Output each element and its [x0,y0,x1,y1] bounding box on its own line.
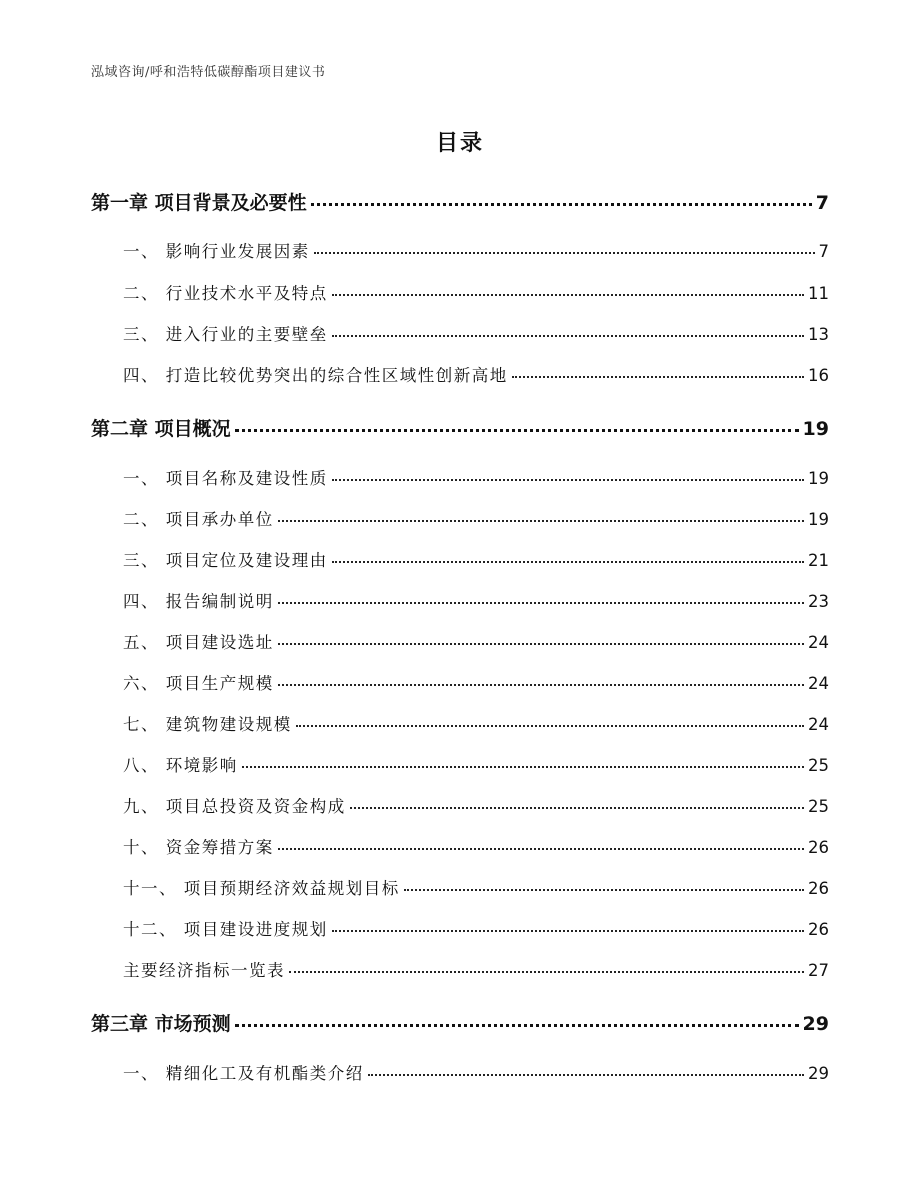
toc-section-entry[interactable] [123,547,829,571]
toc-chapter-entry[interactable] [91,1009,829,1036]
toc-entry-page: 26 [808,920,829,939]
dot-leader [242,766,804,768]
dot-leader [368,1074,804,1076]
toc-chapter-entry[interactable] [91,188,829,215]
toc-entry-label: 六、 项目生产规模 [123,674,274,693]
toc-entry-page: 24 [808,674,829,693]
dot-leader [314,252,815,254]
toc-section-entry[interactable] [123,465,829,489]
toc-entry-page: 11 [808,284,829,303]
toc-section-entry[interactable] [123,670,829,694]
toc-entry-label: 一、 项目名称及建设性质 [123,469,328,488]
toc-section-entry[interactable] [123,321,829,345]
toc-entry-page: 26 [808,879,829,898]
dot-leader [332,294,804,296]
toc-section-entry[interactable] [123,752,829,776]
dot-leader [278,848,804,850]
toc-section-entry[interactable] [123,362,829,386]
toc-entry-page: 25 [808,756,829,775]
toc-entry-label: 四、 打造比较优势突出的综合性区域性创新高地 [123,366,508,385]
toc-entry-label: 第二章 项目概况 [91,418,231,440]
toc-entry-label: 八、 环境影响 [123,756,238,775]
dot-leader [278,520,804,522]
toc-section-entry[interactable] [123,588,829,612]
dot-leader [332,930,804,932]
dot-leader [235,1024,799,1027]
toc-entry-label: 三、 项目定位及建设理由 [123,551,328,570]
dot-leader [350,807,804,809]
dot-leader [296,725,804,727]
toc-section-entry[interactable] [123,238,829,262]
toc-section-entry[interactable] [123,280,829,304]
toc-entry-page: 16 [808,366,829,385]
page-title: 目录 [435,131,484,156]
toc-entry-page: 26 [808,838,829,857]
toc-entry-page: 19 [808,510,829,529]
toc-section-entry[interactable] [123,916,829,940]
dot-leader [512,376,804,378]
toc-entry-page: 24 [808,633,829,652]
toc-chapter-entry[interactable] [91,414,829,441]
toc-entry-label: 十、 资金筹措方案 [123,838,274,857]
toc-entry-page: 29 [808,1064,829,1083]
toc-entry-page: 19 [802,418,829,440]
dot-leader [311,203,812,206]
toc-entry-label: 十二、 项目建设进度规划 [123,920,328,939]
dot-leader [332,335,804,337]
dot-leader [278,602,804,604]
toc-entry-page: 27 [808,961,829,980]
toc-entry-label: 一、 精细化工及有机酯类介绍 [123,1064,364,1083]
dot-leader [278,643,804,645]
toc-entry-page: 7 [815,192,829,214]
toc-entry-page: 25 [808,797,829,816]
toc-entry-label: 主要经济指标一览表 [123,961,285,980]
toc-entry-page: 24 [808,715,829,734]
toc-section-entry[interactable] [123,793,829,817]
dot-leader [289,971,804,973]
toc-section-entry[interactable] [123,1060,829,1084]
toc-entry-label: 十一、 项目预期经济效益规划目标 [123,879,400,898]
toc-entry-label: 五、 项目建设选址 [123,633,274,652]
toc-entry-label: 二、 行业技术水平及特点 [123,284,328,303]
toc-entry-page: 19 [808,469,829,488]
toc-entry-label: 第一章 项目背景及必要性 [91,192,307,214]
dot-leader [332,561,804,563]
toc-entry-label: 四、 报告编制说明 [123,592,274,611]
toc-entry-label: 第三章 市场预测 [91,1013,231,1035]
toc-entry-label: 七、 建筑物建设规模 [123,715,292,734]
toc-entry-page: 23 [808,592,829,611]
toc-entry-label: 九、 项目总投资及资金构成 [123,797,346,816]
toc-entry-label: 二、 项目承办单位 [123,510,274,529]
toc-section-entry[interactable] [123,957,829,981]
dot-leader [404,889,804,891]
toc-section-entry[interactable] [123,834,829,858]
dot-leader [332,479,804,481]
toc-entry-page: 21 [808,551,829,570]
toc-entry-label: 三、 进入行业的主要壁垒 [123,325,328,344]
toc-section-entry[interactable] [123,506,829,530]
toc-section-entry[interactable] [123,629,829,653]
toc-section-entry[interactable] [123,875,829,899]
toc-entry-label: 一、 影响行业发展因素 [123,242,310,261]
dot-leader [278,684,804,686]
toc-entry-page: 29 [802,1013,829,1035]
toc-section-entry[interactable] [123,711,829,735]
toc-entry-page: 7 [818,242,829,261]
running-header: 泓域咨询/呼和浩特低碳醇酯项目建议书 [91,65,326,80]
toc-entry-page: 13 [808,325,829,344]
dot-leader [235,429,799,432]
